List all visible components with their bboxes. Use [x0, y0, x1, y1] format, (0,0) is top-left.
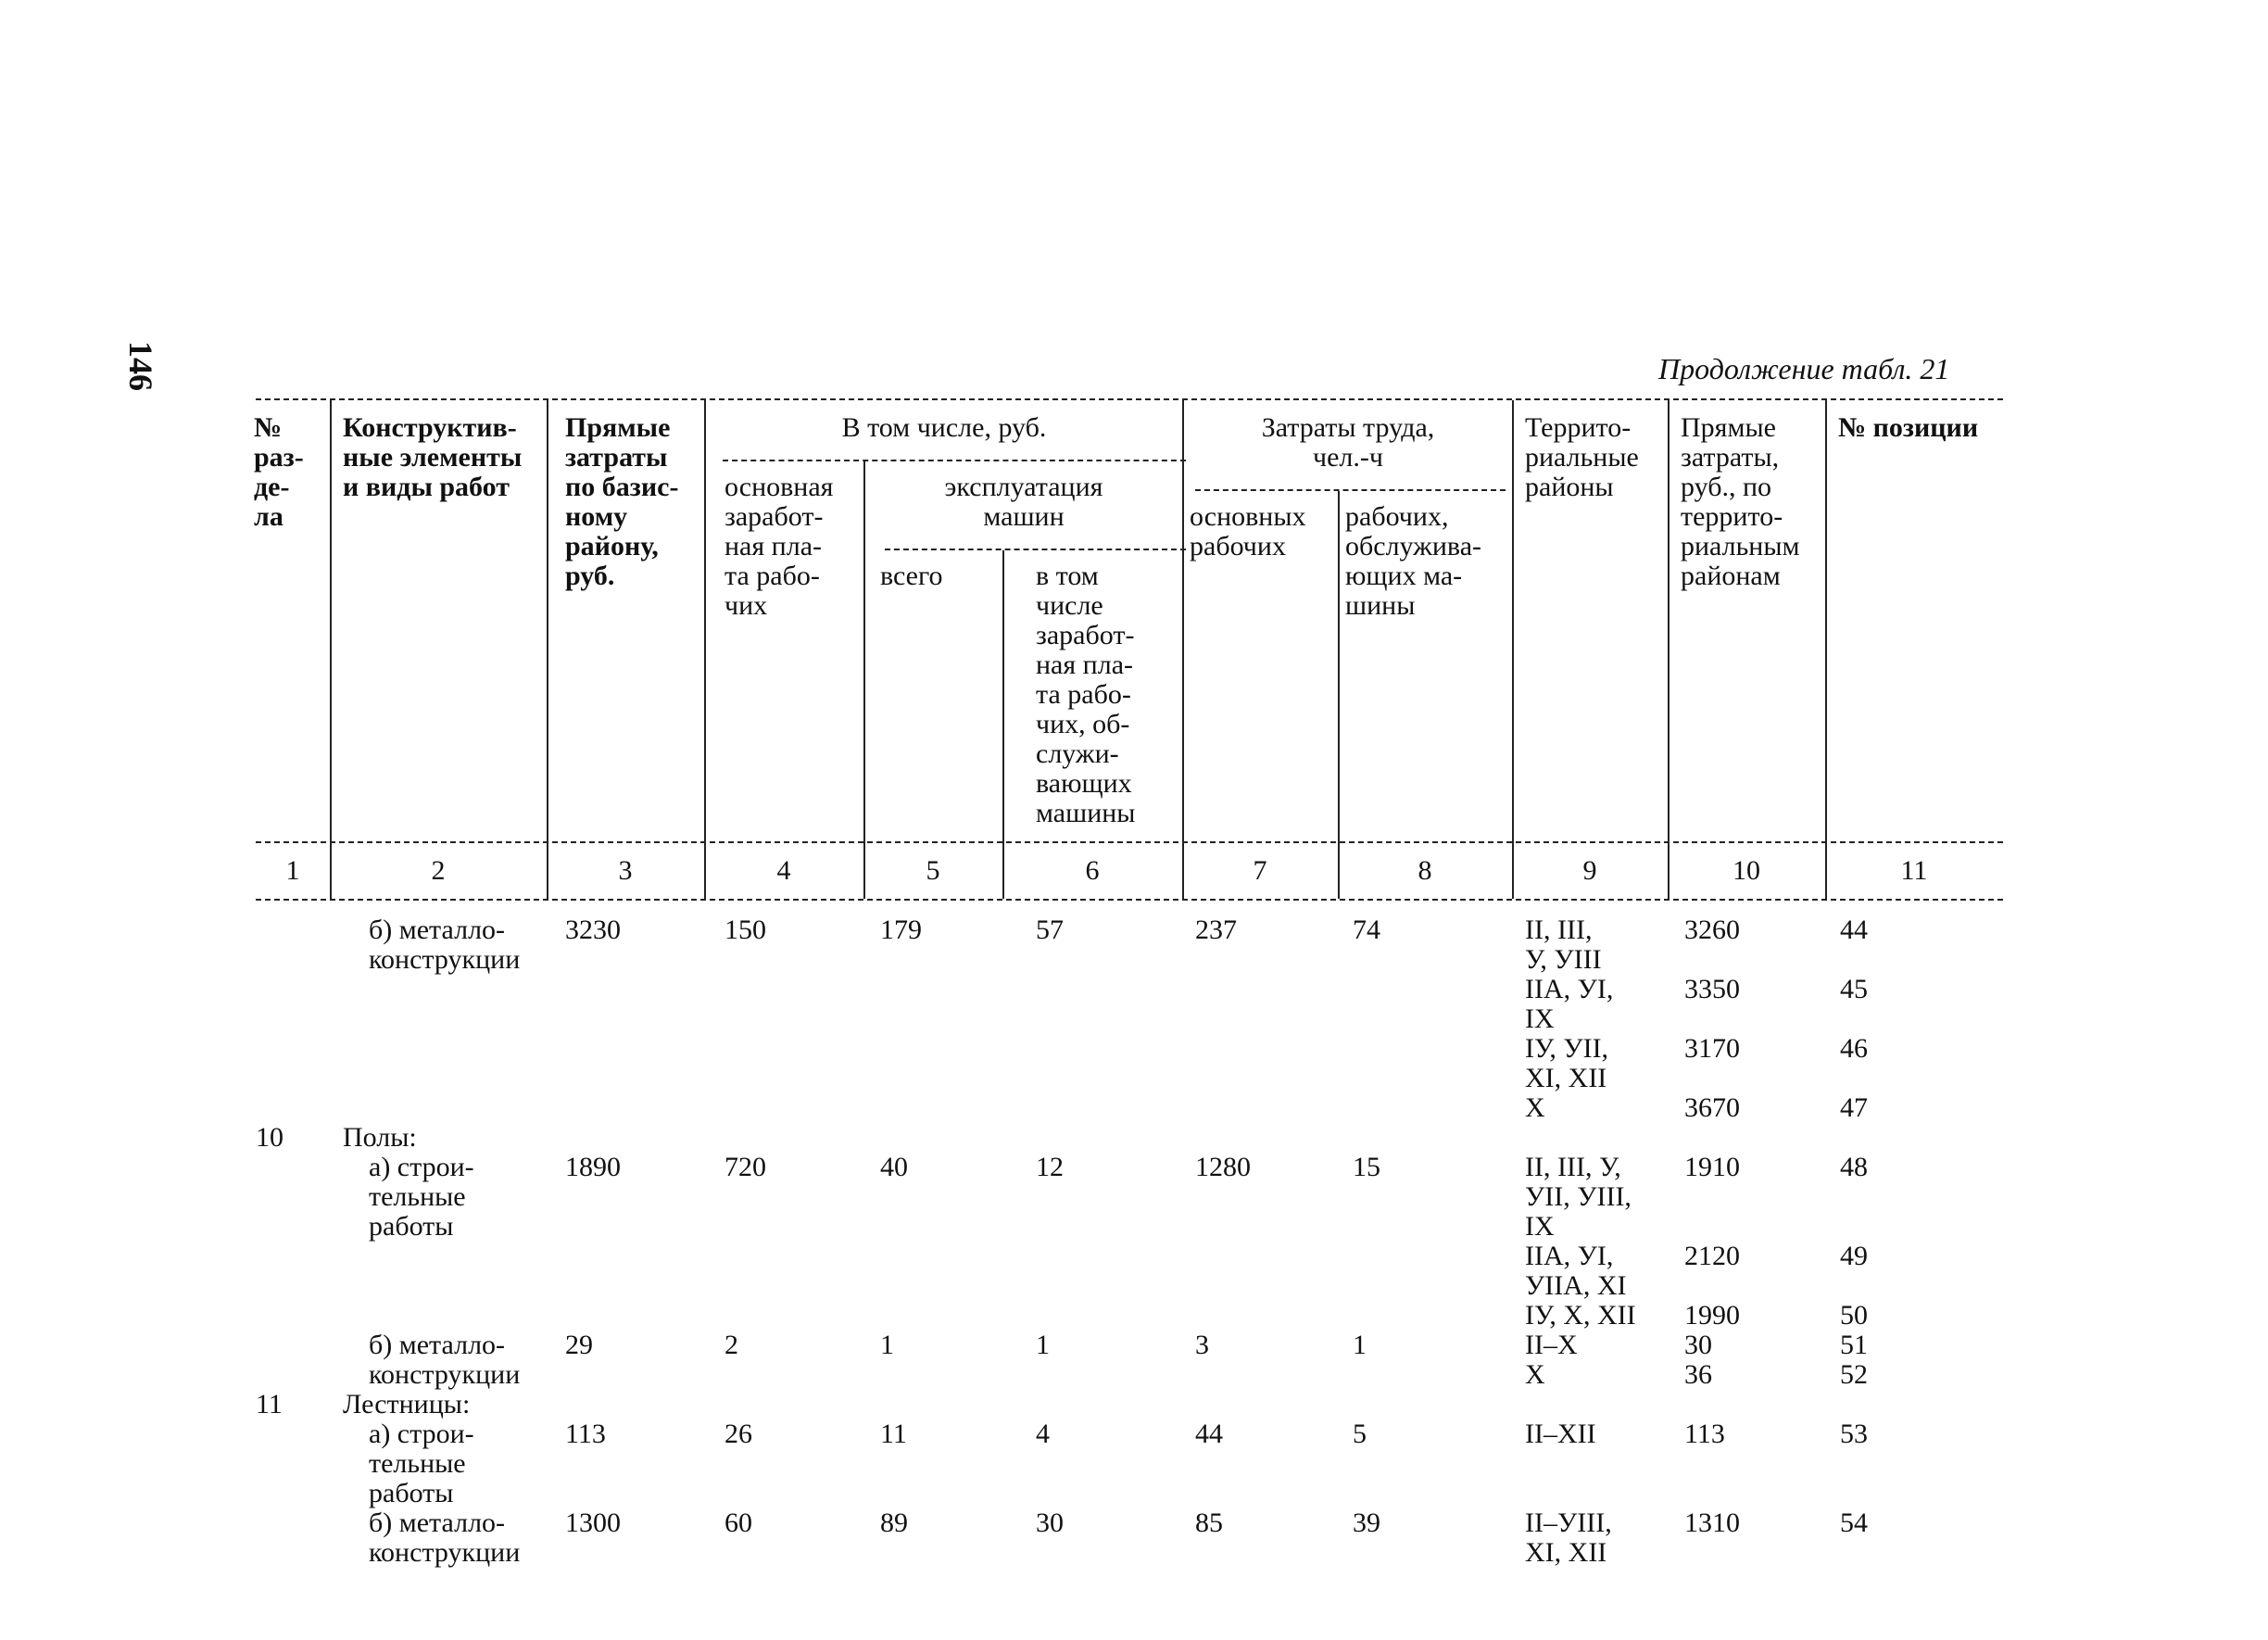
row-direct-cost: 3230: [565, 915, 621, 945]
header-machines-total: всего: [880, 561, 943, 591]
row-machines-total: 1: [880, 1330, 894, 1360]
rule-header-bottom: [256, 841, 2003, 843]
header-group-cost: В том числе, руб.: [841, 412, 1047, 443]
position-number: 49: [1840, 1241, 1868, 1271]
vrule-3: [704, 400, 706, 899]
region-cost: 3670: [1684, 1092, 1740, 1123]
row-wages: 720: [724, 1152, 766, 1182]
region-cost: 1910: [1684, 1152, 1740, 1182]
col-number: 8: [1418, 855, 1432, 886]
region-list: X: [1525, 1359, 1545, 1390]
page-number: 146: [122, 341, 159, 391]
region-list: II, III, У, УII, УIII, IX: [1525, 1152, 1632, 1242]
row-machine-wages: 57: [1036, 915, 1064, 945]
header-region-costs: Прямые затраты, руб., по террито- риальным районам: [1681, 412, 1800, 591]
vrule-10: [1825, 400, 1827, 899]
region-cost: 1310: [1684, 1508, 1740, 1538]
row-machine-wages: 12: [1036, 1152, 1064, 1182]
position-number: 53: [1840, 1419, 1868, 1449]
rule-top: [256, 398, 2003, 400]
row-machine-labor: 5: [1353, 1419, 1367, 1449]
header-direct-costs: Прямые затраты по базис- ному району, руб.: [565, 412, 679, 591]
vrule-2: [547, 400, 548, 899]
region-list: X: [1525, 1092, 1545, 1123]
region-list: IIА, УI, IX: [1525, 974, 1614, 1034]
header-main-workers: основных рабочих: [1190, 501, 1306, 561]
section-number: 11: [256, 1389, 283, 1419]
vrule-9: [1668, 400, 1670, 899]
row-machine-wages: 1: [1036, 1330, 1050, 1360]
row-direct-cost: 1890: [565, 1152, 621, 1182]
region-list: II–УIII, XI, XII: [1525, 1508, 1612, 1568]
region-list: II–XII: [1525, 1419, 1596, 1449]
row-wages: 60: [724, 1508, 752, 1538]
table-caption: Продолжение табл. 21: [1658, 352, 1950, 385]
vrule-6: [1182, 400, 1184, 899]
row-main-labor: 1280: [1195, 1152, 1251, 1182]
row-machine-labor: 74: [1353, 915, 1380, 945]
col-number: 6: [1085, 855, 1100, 886]
header-group-machines: эксплуатация машин: [944, 472, 1103, 532]
region-cost: 3260: [1684, 915, 1740, 945]
rule-sub-cost: [723, 460, 1186, 461]
region-list: II, III, У, УIII: [1525, 915, 1602, 975]
vrule-8: [1512, 400, 1514, 899]
row-name: а) строи- тельные работы: [369, 1419, 474, 1508]
row-wages: 2: [724, 1330, 738, 1360]
region-list: IIА, УI, УIIА, XI: [1525, 1241, 1627, 1301]
rule-sub-labor: [1195, 489, 1506, 491]
row-wages: 26: [724, 1419, 752, 1449]
region-cost: 3170: [1684, 1033, 1740, 1064]
rule-sub-machines: [885, 549, 1186, 550]
col-number: 10: [1732, 855, 1760, 886]
region-cost: 3350: [1684, 974, 1740, 1004]
row-machine-wages: 4: [1036, 1419, 1050, 1449]
col-number: 3: [618, 855, 633, 886]
col-number: 7: [1253, 855, 1267, 886]
position-number: 52: [1840, 1359, 1868, 1390]
region-cost: 1990: [1684, 1300, 1740, 1331]
header-wages: основная заработ- ная пла- та рабо- чих: [724, 472, 834, 621]
row-name: б) металло- конструкции: [369, 915, 521, 975]
section-title: Лестницы:: [343, 1389, 471, 1419]
row-name: а) строи- тельные работы: [369, 1152, 474, 1242]
row-machine-labor: 39: [1353, 1508, 1380, 1538]
row-machine-labor: 1: [1353, 1330, 1367, 1360]
header-machine-workers: рабочих, обслужива- ющих ма- шины: [1345, 501, 1482, 621]
region-cost: 30: [1684, 1330, 1712, 1360]
row-direct-cost: 29: [565, 1330, 593, 1360]
header-regions: Террито- риальные районы: [1525, 412, 1639, 502]
row-name: б) металло- конструкции: [369, 1508, 521, 1568]
vrule-1: [330, 400, 332, 899]
row-machines-total: 89: [880, 1508, 908, 1538]
col-number: 2: [431, 855, 446, 886]
region-cost: 113: [1684, 1419, 1725, 1449]
row-main-labor: 3: [1195, 1330, 1209, 1360]
vrule-7: [1338, 491, 1340, 899]
row-direct-cost: 113: [565, 1419, 606, 1449]
row-main-labor: 44: [1195, 1419, 1223, 1449]
region-list: II–X: [1525, 1330, 1578, 1360]
row-main-labor: 237: [1195, 915, 1237, 945]
col-number: 5: [926, 855, 940, 886]
header-section-no: № раз- де- ла: [254, 412, 304, 532]
col-number: 4: [776, 855, 791, 886]
col-number: 1: [285, 855, 300, 886]
position-number: 54: [1840, 1508, 1868, 1538]
row-machine-labor: 15: [1353, 1152, 1380, 1182]
position-number: 45: [1840, 974, 1868, 1004]
position-number: 46: [1840, 1033, 1868, 1064]
region-list: IУ, X, XII: [1525, 1300, 1636, 1331]
row-machine-wages: 30: [1036, 1508, 1064, 1538]
position-number: 51: [1840, 1330, 1868, 1360]
position-number: 48: [1840, 1152, 1868, 1182]
header-machine-wages: в том числе заработ- ная пла- та рабо- чих, об- служи- вающих машины: [1036, 561, 1136, 828]
header-position-no: № позиции: [1838, 412, 1979, 443]
col-number: 11: [1900, 855, 1928, 886]
section-title: Полы:: [343, 1122, 417, 1153]
header-elements: Конструктив- ные элементы и виды работ: [343, 412, 523, 502]
row-main-labor: 85: [1195, 1508, 1223, 1538]
row-machines-total: 179: [880, 915, 922, 945]
row-machines-total: 11: [880, 1419, 907, 1449]
header-group-labor: Затраты труда, чел.-ч: [1261, 412, 1435, 473]
region-cost: 2120: [1684, 1241, 1740, 1271]
section-number: 10: [256, 1122, 284, 1153]
position-number: 47: [1840, 1092, 1868, 1123]
rule-numbers-bottom: [256, 899, 2003, 901]
region-list: IУ, УII, XI, XII: [1525, 1033, 1609, 1093]
position-number: 50: [1840, 1300, 1868, 1331]
row-machines-total: 40: [880, 1152, 908, 1182]
vrule-5: [1002, 550, 1004, 899]
row-direct-cost: 1300: [565, 1508, 621, 1538]
region-cost: 36: [1684, 1359, 1712, 1390]
row-name: б) металло- конструкции: [369, 1330, 521, 1390]
col-number: 9: [1582, 855, 1597, 886]
row-wages: 150: [724, 915, 766, 945]
position-number: 44: [1840, 915, 1868, 945]
